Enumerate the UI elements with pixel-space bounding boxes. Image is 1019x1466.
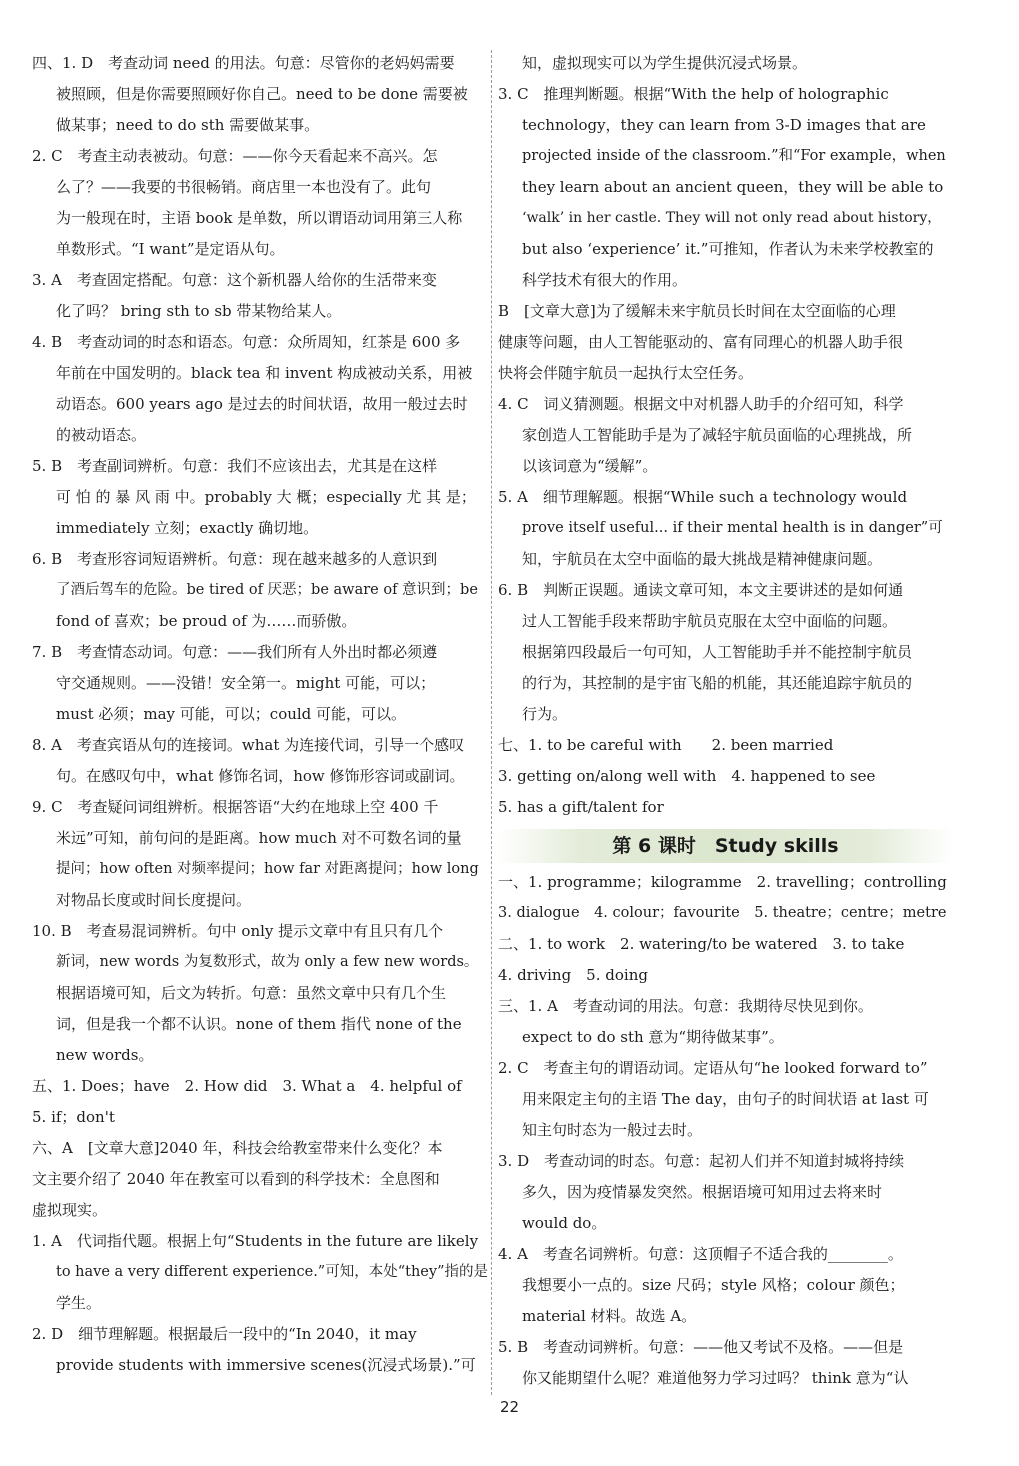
text-line: ‘walk’ in her castle. They will not only read about history，	[522, 210, 942, 226]
text-line: 知，宇航员在太空中面临的最大挑战是精神健康问题。	[522, 550, 883, 568]
text-line: 可 怕 的 暴 风 雨 中。probably 大 概；especially 尤 其 是；	[56, 488, 476, 506]
text-line: 文主要介绍了 2040 年在教室可以看到的科学技术：全息图和	[32, 1170, 440, 1188]
text-line: 5. A 细节理解题。根据“While such a technology would	[498, 488, 908, 506]
text-line: 六、A [文章大意]2040 年，科技会给教室带来什么变化？本	[32, 1139, 443, 1157]
text-line: expect to do sth 意为“期待做某事”。	[522, 1028, 784, 1046]
text-line: 被照顾，但是你需要照顾好你自己。need to be done 需要被	[56, 85, 468, 103]
text-line: 快将会伴随宇航员一起执行太空任务。	[498, 364, 754, 382]
text-line: 10. B 考查易混词辨析。句中 only 提示文章中有且只有几个	[32, 922, 444, 940]
right-bottom-block	[498, 867, 953, 1394]
text-line: 学生。	[56, 1294, 102, 1312]
text-line: material 材料。故选 A。	[522, 1307, 697, 1325]
text-line: 4. B 考查动词的时态和语态。句意：众所周知，红茶是 600 多	[32, 333, 461, 351]
text-line: 虚拟现实。	[32, 1201, 108, 1219]
text-line: provide students with immersive scenes(沉浸式场景).”可	[56, 1356, 476, 1374]
text-line: 9. C 考查疑问词组辨析。根据答语“大约在地球上空 400 千	[32, 798, 439, 816]
text-line: 4. driving 5. doing	[498, 966, 648, 984]
text-line: 一、1. programme；kilogramme 2. travelling；controlling	[498, 873, 947, 891]
text-line: 科学技术有很大的作用。	[522, 271, 688, 289]
text-line: 提问；how often 对频率提问；how far 对距离提问；how long	[56, 861, 479, 877]
text-line: 7. B 考查情态动词。句意：——我们所有人外出时都必须遵	[32, 643, 438, 661]
text-line: 为一般现在时，主语 book 是单数，所以谓语动词用第三人称	[56, 209, 463, 227]
text-line: 做某事；need to do sth 需要做某事。	[56, 116, 320, 134]
text-line: 3. A 考查固定搭配。句意：这个新机器人给你的生活带来变	[32, 271, 437, 289]
text-line: 4. C 词义猜测题。根据文中对机器人助手的介绍可知，科学	[498, 395, 904, 413]
text-line: 四、1. D 考查动词 need 的用法。句意：尽管你的老妈妈需要	[32, 54, 455, 72]
text-line: they learn about an ancient queen，they will be able to	[522, 178, 944, 196]
text-line: prove itself useful... if their mental health is in danger”可	[522, 520, 943, 536]
text-line: 二、1. to work 2. watering/to be watered 3. to take	[498, 935, 905, 953]
text-line: 么了？——我要的书很畅销。商店里一本也没有了。此句	[56, 178, 432, 196]
text-line: B [文章大意]为了缓解未来宇航员长时间在太空面临的心理	[498, 302, 896, 320]
text-line: 知，虚拟现实可以为学生提供沉浸式场景。	[522, 54, 808, 72]
text-line: 多久，因为疫情暴发突然。根据语境可知用过去将来时	[522, 1183, 883, 1201]
text-line: 2. C 考查主动表被动。句意：——你今天看起来不高兴。怎	[32, 147, 438, 165]
text-line: 你又能期望什么呢？难道他努力学习过吗？ think 意为“认	[522, 1369, 909, 1387]
text-line: 米远”可知，前句问的是距离。how much 对不可数名词的量	[56, 829, 462, 847]
column-divider	[491, 50, 492, 1395]
text-line: new words。	[56, 1046, 154, 1064]
text-line: 健康等问题，由人工智能驱动的、富有同理心的机器人助手很	[498, 333, 904, 351]
text-line: immediately 立刻；exactly 确切地。	[56, 519, 319, 537]
text-line: 6. B 考查形容词短语辨析。句意：现在越来越多的人意识到	[32, 550, 438, 568]
text-line: 单数形式。“I want”是定语从句。	[56, 240, 285, 258]
text-line: 5. has a gift/talent for	[498, 798, 664, 816]
text-line: 三、1. A 考查动词的用法。句意：我期待尽快见到你。	[498, 997, 873, 1015]
text-line: 3. getting on/along well with 4. happened to see	[498, 767, 876, 785]
text-line: 用来限定主句的主语 The day，由句子的时间状语 at last 可	[522, 1090, 929, 1108]
text-line: 2. D 细节理解题。根据最后一段中的“In 2040，it may	[32, 1325, 417, 1343]
text-line: 8. A 考查宾语从句的连接词。what 为连接代词，引导一个感叹	[32, 736, 465, 754]
text-line: 对物品长度或时间长度提问。	[56, 891, 252, 909]
text-line: 化了吗？ bring sth to sb 带某物给某人。	[56, 302, 342, 320]
text-line: 行为。	[522, 705, 568, 723]
text-line: projected inside of the classroom.”和“For example，when	[522, 148, 946, 164]
text-line: 2. C 考查主句的谓语动词。定语从句“he looked forward to”	[498, 1059, 928, 1077]
text-line: 3. C 推理判断题。根据“With the help of holographic	[498, 85, 889, 103]
text-line: 五、1. Does；have 2. How did 3. What a 4. helpful of	[32, 1077, 462, 1095]
page-number: 22	[499, 1398, 520, 1416]
right-top-block	[498, 48, 953, 823]
text-line: 3. D 考查动词的时态。句意：起初人们并不知道封城将持续	[498, 1152, 905, 1170]
text-line: 6. B 判断正误题。通读文章可知，本文主要讲述的是如何通	[498, 581, 904, 599]
text-line: 4. A 考查名词辨析。句意：这顶帽子不适合我的________。	[498, 1245, 903, 1263]
text-line: 动语态。600 years ago 是过去的时间状语，故用一般过去时	[56, 395, 468, 413]
text-line: 七、1. to be careful with 2. been married	[498, 736, 834, 754]
text-line: but also ‘experience’ it.”可推知，作者认为未来学校教室的	[522, 240, 934, 258]
text-line: to have a very different experience.”可知，本处“they”指的是	[56, 1264, 488, 1280]
text-line: technology，they can learn from 3-D images that are	[522, 116, 926, 134]
text-line: 5. B 考查副词辨析。句意：我们不应该出去，尤其是在这样	[32, 457, 438, 475]
text-line: 年前在中国发明的。black tea 和 invent 构成被动关系，用被	[56, 364, 473, 382]
text-line: 5. if；don't	[32, 1108, 115, 1126]
text-line: fond of 喜欢；be proud of 为……而骄傲。	[56, 612, 357, 630]
text-line: 根据第四段最后一句可知，人工智能助手并不能控制宇航员	[522, 643, 913, 661]
text-line: 词，但是我一个都不认识。none of them 指代 none of the	[56, 1015, 462, 1033]
text-line: 了酒后驾车的危险。be tired of 厌恶；be aware of 意识到；be	[56, 582, 478, 598]
text-line: would do。	[522, 1214, 607, 1232]
section-title: 第 6 课时 Study skills	[498, 829, 953, 863]
text-line: 3. dialogue 4. colour；favourite 5. theatre；centre；metre	[498, 905, 947, 921]
right-column	[498, 48, 953, 1394]
text-line: 5. B 考查动词辨析。句意：——他又考试不及格。——但是	[498, 1338, 904, 1356]
text-line: 知主句时态为一般过去时。	[522, 1121, 703, 1139]
text-line: must 必须；may 可能，可以；could 可能，可以。	[56, 705, 407, 723]
text-line: 家创造人工智能助手是为了减轻宇航员面临的心理挑战，所	[522, 426, 913, 444]
text-line: 的被动语态。	[56, 426, 147, 444]
text-line: 我想要小一点的。size 尺码；style 风格；colour 颜色；	[522, 1276, 905, 1294]
text-line: 以该词意为“缓解”。	[522, 457, 658, 475]
text-line: 1. A 代词指代题。根据上句“Students in the future are likely	[32, 1232, 479, 1250]
text-line: 的行为，其控制的是宇宙飞船的机能，其还能追踪宇航员的	[522, 674, 913, 692]
left-column	[32, 48, 488, 1381]
text-line: 根据语境可知，后文为转折。句意：虽然文章中只有几个生	[56, 984, 447, 1002]
text-line: 新词，new words 为复数形式，故为 only a few new words。	[56, 954, 479, 970]
text-line: 过人工智能手段来帮助宇航员克服在太空中面临的问题。	[522, 612, 898, 630]
text-line: 守交通规则。——没错！安全第一。might 可能，可以；	[56, 674, 436, 692]
text-line: 句。在感叹句中，what 修饰名词，how 修饰形容词或副词。	[56, 767, 465, 785]
